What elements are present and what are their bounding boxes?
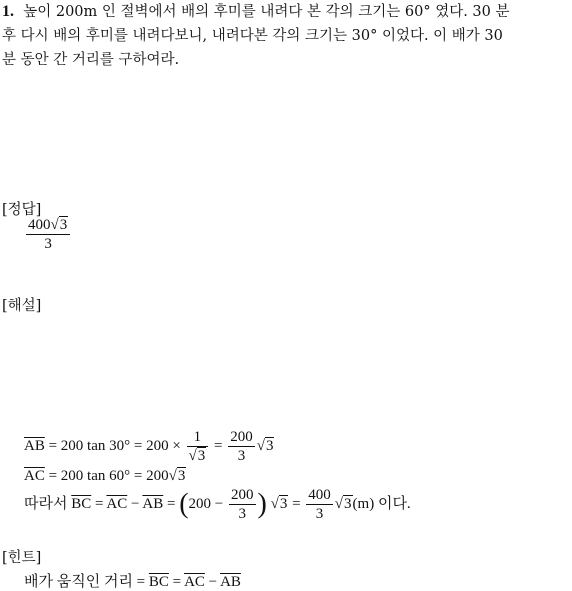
solution-label: [해설]	[2, 298, 42, 314]
answer-value	[24, 216, 72, 253]
solution-line-2: $\overline{AC} = 200$ tan 60° = 200√3	[24, 468, 186, 484]
problem-line-1: 1. 높이 200m 인 절벽에서 배의 후미를 내려다 본 각의 크기는 60° 였다. 30 분	[2, 3, 510, 20]
answer-fraction: $\frac{400√3}{3}$	[26, 216, 70, 253]
problem-text	[2, 0, 572, 72]
problem-number: 1.	[2, 3, 14, 20]
fraction-200-over-3: $\frac{200}{3}$	[230, 429, 253, 464]
hint-text: 배가 움직인 거리 = $\overline{BC} = \overline{AC} - \overline{AB}$	[24, 574, 241, 590]
solution-line-3: 따라서 $\overline{BC} = \overline{AC} - \overline{AB} = (200$ − $\frac{200}{3}$ ) √3 = $\frac{400}{3}$ √3(m) 이다.	[24, 487, 411, 522]
problem-line-3: 분 동안 간 거리를 구하여라.	[2, 52, 180, 68]
answer-label: [정답]	[2, 202, 42, 218]
fraction-one-over-root3: $\frac{1}{√3}$	[187, 428, 209, 465]
hint-label: [힌트]	[2, 550, 42, 566]
fraction-200-over-3-b: $\frac{200}{3}$	[231, 487, 254, 522]
fraction-400-over-3: $\frac{400}{3}$	[308, 487, 331, 522]
problem-line-2: 후 다시 배의 후미를 내려다보니, 내려다본 각의 크기는 30° 이었다. 이 배가 30	[2, 28, 503, 44]
solution-line-1: $\overline{AB} = 200$ tan 30° = 200 × $\frac{1}{√3}$ = $\frac{200}{3}$ √3	[24, 429, 274, 464]
